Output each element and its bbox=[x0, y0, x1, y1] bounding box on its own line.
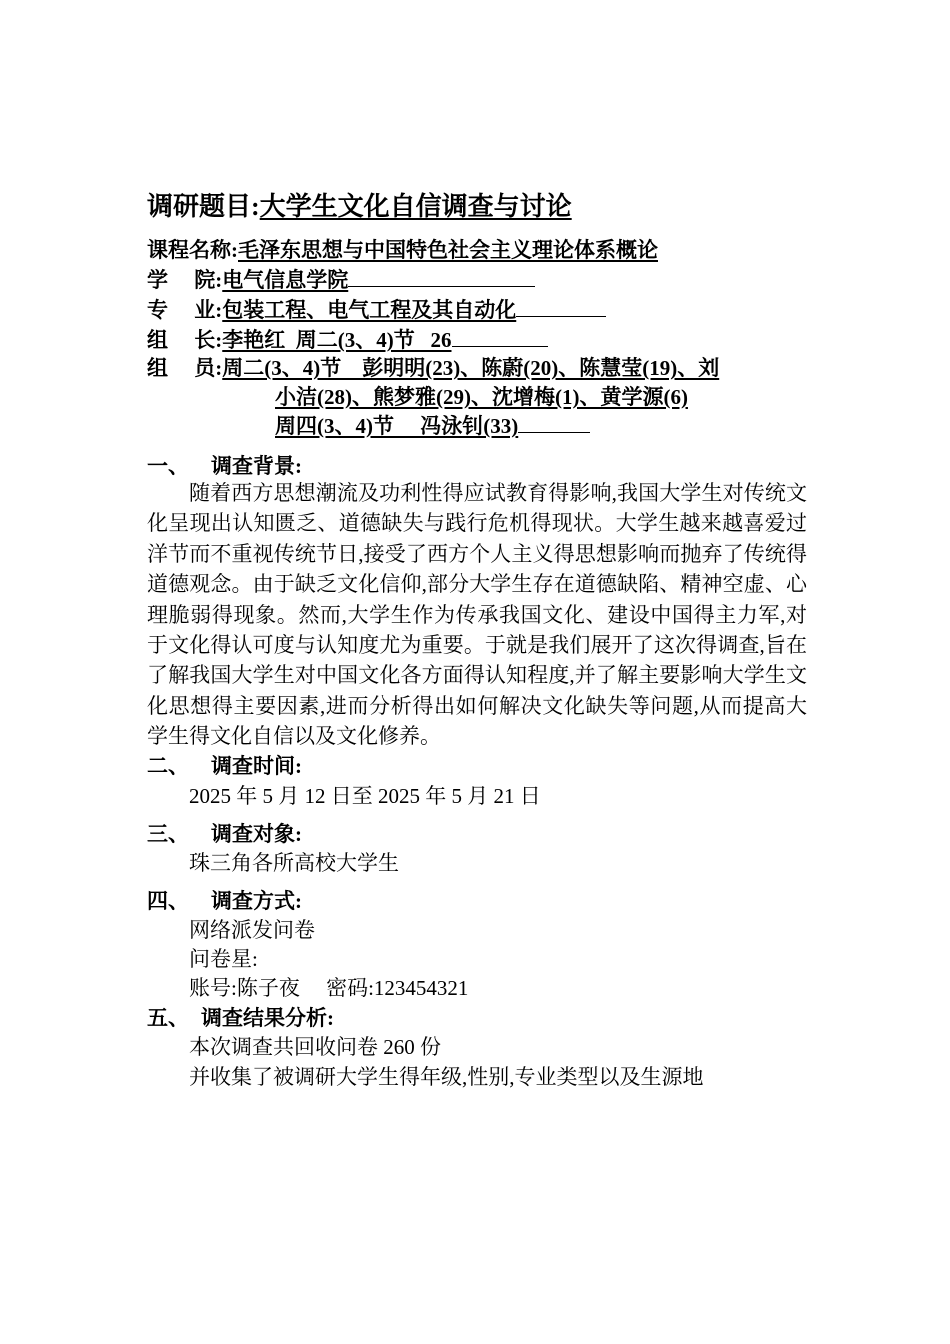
course-name bbox=[147, 234, 658, 264]
section-number: 三、 bbox=[147, 822, 189, 846]
members-label: 组 员: bbox=[147, 356, 223, 380]
section-title: 调查对象: bbox=[211, 822, 302, 846]
survey-account-line: 账号:陈子夜 密码:123454321 bbox=[189, 976, 469, 1000]
leader-value: 李艳红 周二(3、4)节 26 bbox=[222, 328, 452, 352]
section-number: 二、 bbox=[147, 754, 189, 778]
section-5-heading bbox=[147, 1002, 334, 1032]
section-title: 调查结果分析: bbox=[201, 1006, 334, 1030]
section-title: 调查背景: bbox=[211, 454, 302, 478]
course-label: 课程名称: bbox=[147, 238, 238, 262]
major-value: 包装工程、电气工程及其自动化 bbox=[222, 298, 517, 322]
members bbox=[147, 352, 719, 382]
section-1-heading bbox=[147, 450, 302, 480]
college-value: 电气信息学院 bbox=[222, 268, 349, 292]
members-line-3-wrap bbox=[275, 410, 590, 440]
section-number: 一、 bbox=[147, 454, 189, 478]
leader-label: 组 长: bbox=[147, 328, 223, 352]
members-line-3: 周四(3、4)节 冯泳钊(33) bbox=[275, 414, 519, 438]
section-3-heading bbox=[147, 818, 302, 848]
leader bbox=[147, 324, 548, 354]
research-topic bbox=[147, 186, 572, 223]
course-value: 毛泽东思想与中国特色社会主义理论体系概论 bbox=[238, 238, 658, 262]
topic-value: 大学生文化自信调查与讨论 bbox=[259, 192, 572, 221]
survey-method-line-2: 问卷星: bbox=[189, 947, 258, 971]
section-title: 调查时间: bbox=[211, 754, 302, 778]
topic-label: 调研题目: bbox=[147, 192, 260, 221]
survey-method-line-1: 网络派发问卷 bbox=[189, 918, 315, 942]
survey-target-text: 珠三角各所高校大学生 bbox=[189, 851, 399, 875]
major-label: 专 业: bbox=[147, 298, 223, 322]
blank-underline bbox=[518, 431, 590, 433]
result-line-1: 本次调查共回收问卷 260 份 bbox=[189, 1035, 441, 1059]
section-title: 调查方式: bbox=[211, 889, 302, 913]
blank-underline bbox=[348, 285, 535, 287]
section-number: 四、 bbox=[147, 889, 189, 913]
blank-underline bbox=[516, 315, 606, 317]
members-line-2: 小洁(28)、熊梦雅(29)、沈增梅(1)、黄学源(6) bbox=[275, 385, 688, 409]
result-line-2: 并收集了被调研大学生得年级,性别,专业类型以及生源地 bbox=[189, 1065, 704, 1089]
section-2-heading bbox=[147, 750, 302, 780]
section-number: 五、 bbox=[147, 1006, 189, 1030]
survey-time-text: 2025 年 5 月 12 日至 2025 年 5 月 21 日 bbox=[189, 784, 541, 808]
college bbox=[147, 264, 535, 294]
blank-underline bbox=[452, 345, 548, 347]
college-label: 学 院: bbox=[147, 268, 223, 292]
major bbox=[147, 294, 606, 324]
members-line-1: 周二(3、4)节 彭明明(23)、陈蔚(20)、陈慧莹(19)、刘 bbox=[222, 356, 720, 380]
background-paragraph: 随着西方思想潮流及功利性得应试教育得影响,我国大学生对传统文化呈现出认知匮乏、道德缺失与践行危机得现状。大学生越来越喜爱过洋节而不重视传统节日,接受了西方个人主义得思想影响而抛弃了传统得道德观念。由于缺乏文化信仰,部分大学生存在道德缺陷、精神空虚、心理脆弱得现象。然而,大学生作为传承我国文化、建设中国得主力军,对于文化得认可度与认知度尤为重要。于就是我们展开了这次得调查,旨在了解我国大学生对中国文化各方面得认知程度,并了解主要影响大学生文化思想得主要因素,进而分析得出如何解决文化缺失等问题,从而提高大学生得文化自信以及文化修养。 bbox=[147, 481, 807, 749]
section-4-heading bbox=[147, 885, 302, 915]
